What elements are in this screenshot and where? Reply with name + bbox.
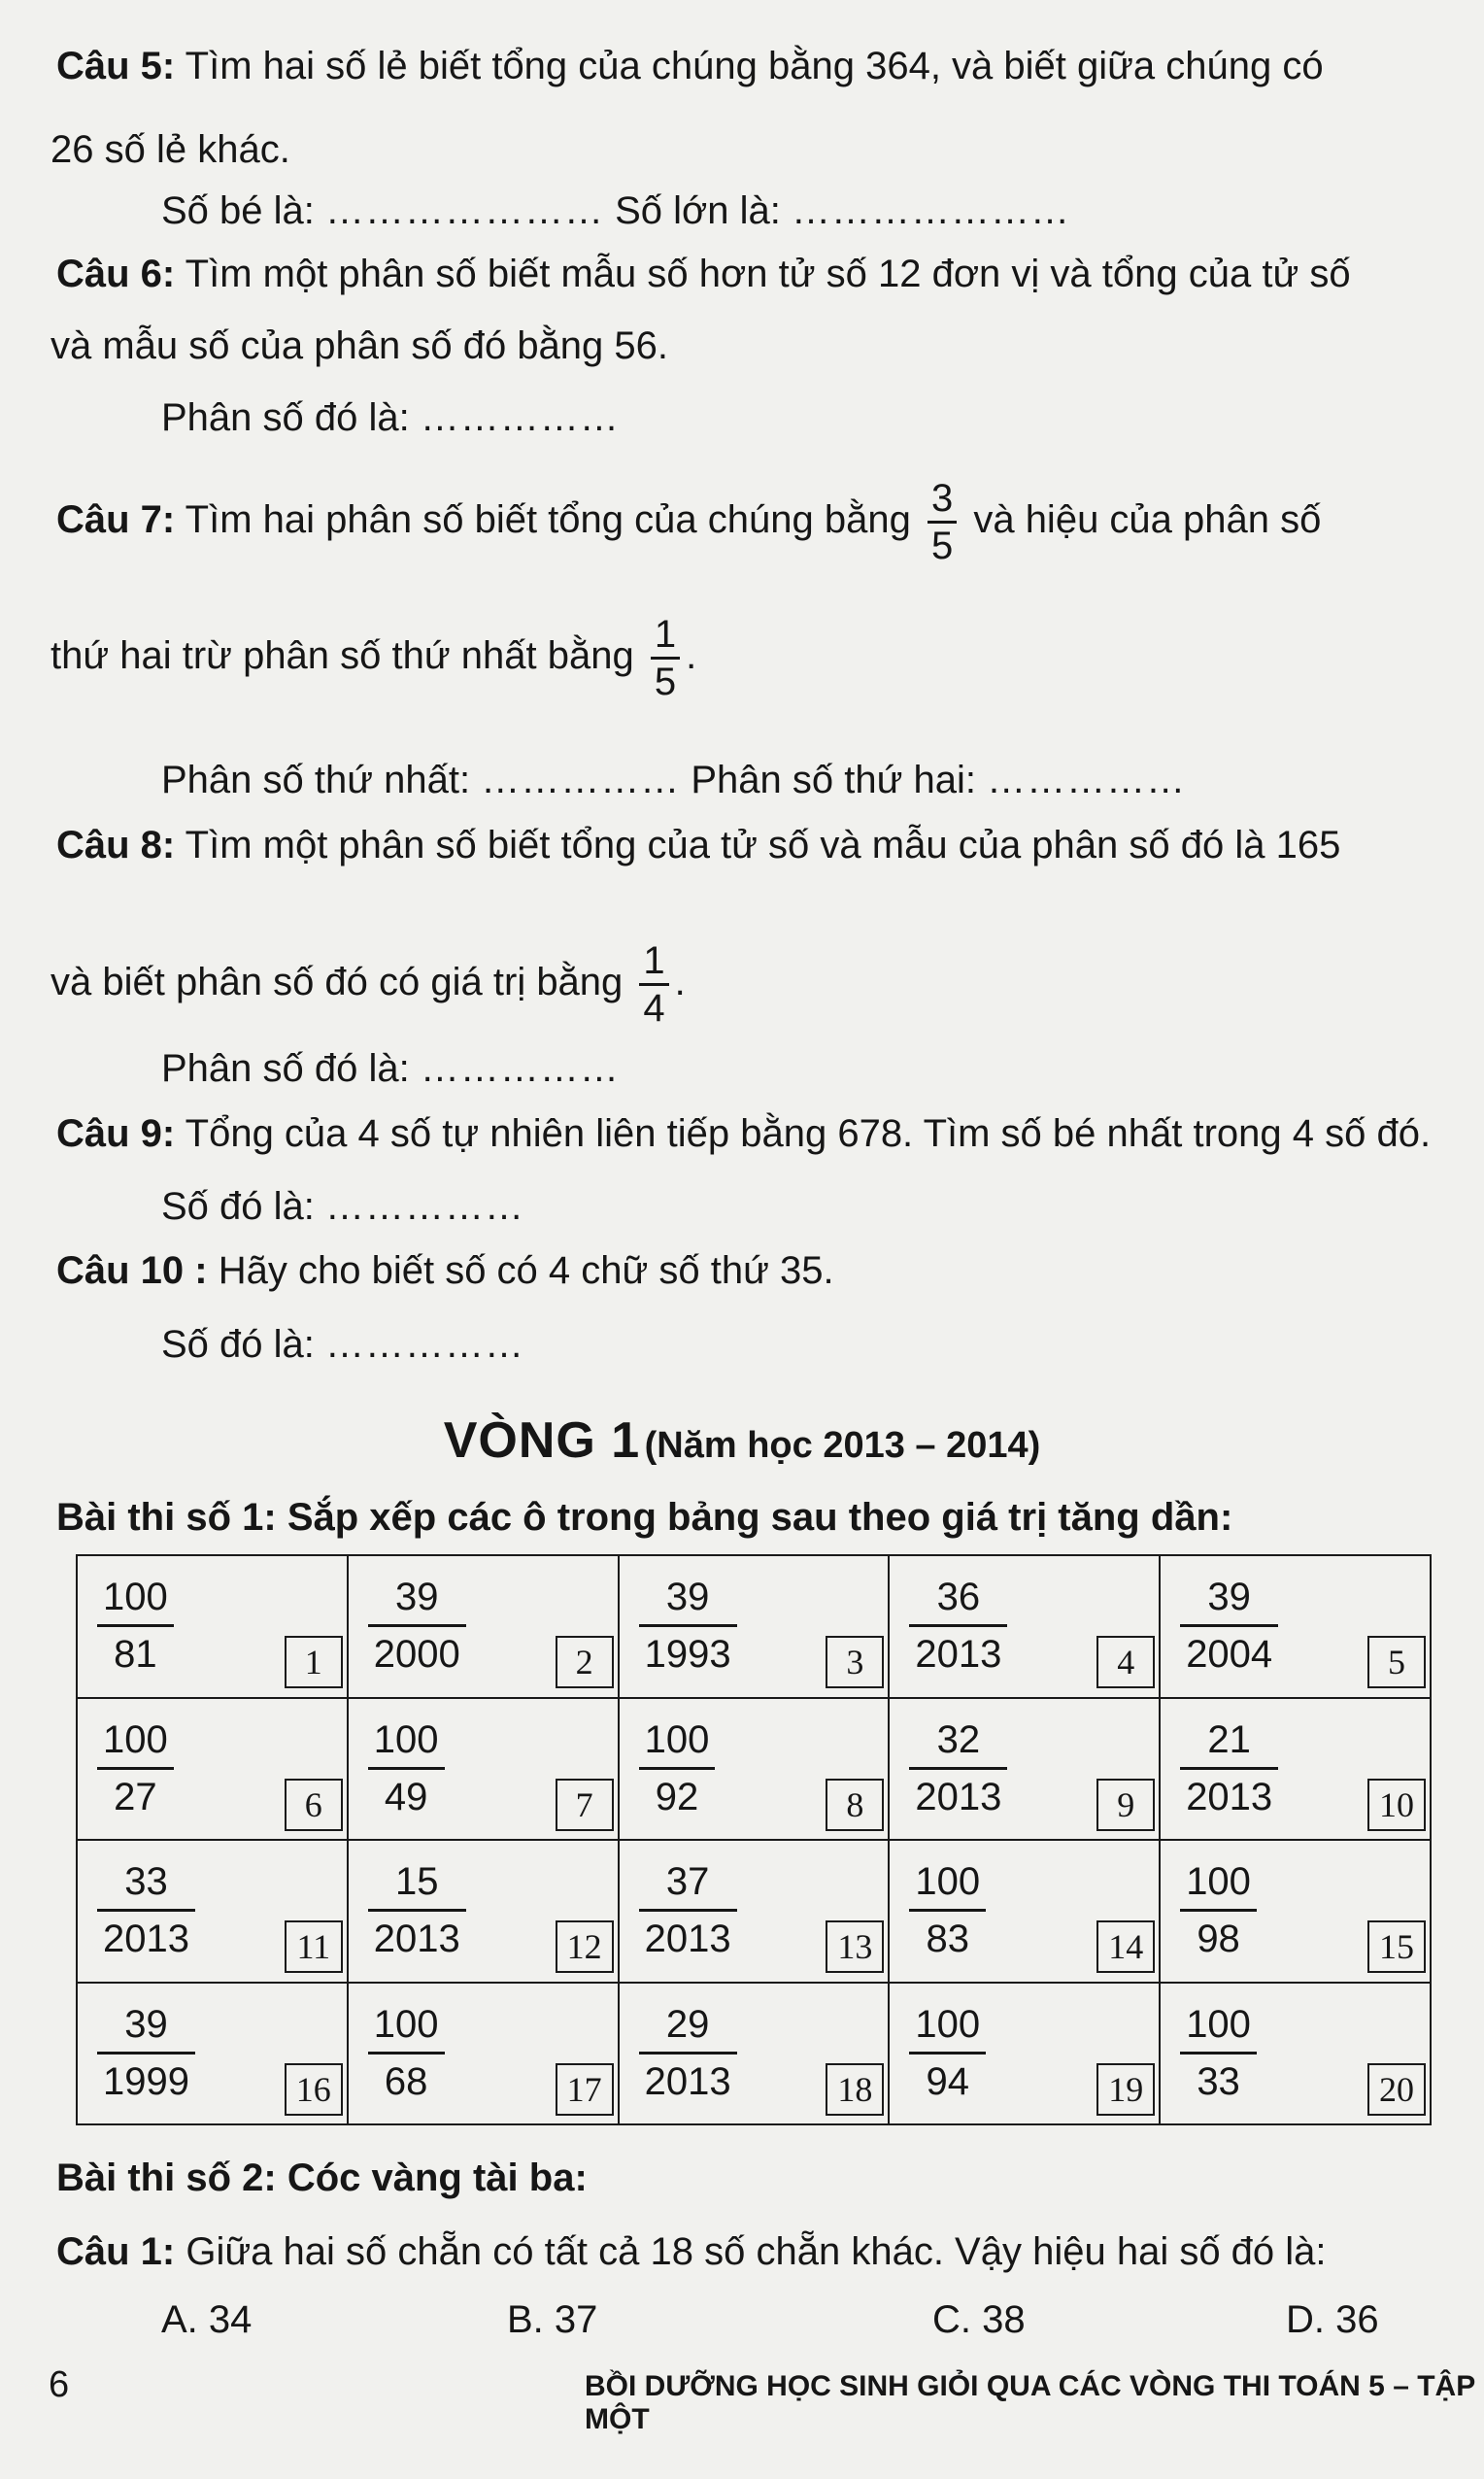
fraction-denominator: 92 [655,1775,699,1818]
cell-number-box: 18 [826,2063,884,2116]
q7-line1 [56,476,1321,568]
cell-number-box: 19 [1096,2063,1155,2116]
q5-text-cont: 26 số lẻ khác. [51,128,290,171]
cell-fraction [1180,1570,1278,1681]
q6-answer-label: Phân số đó là: [161,396,421,439]
fraction-denominator: 2013 [915,1633,1002,1677]
option-b[interactable]: B. 37 [507,2298,598,2341]
table-row [77,1840,1431,1983]
q5-large-label: Số lớn là: [604,189,793,232]
q5-text: Tìm hai số lẻ biết tổng của chúng bằng 364, và biết giữa chúng có [185,45,1324,87]
cell-fraction [909,1570,1007,1681]
table-cell[interactable] [348,1840,619,1983]
fraction-denominator: 2013 [644,1918,731,1961]
test2-q1-label: Câu 1: [56,2230,176,2273]
fraction-cell[interactable] [1161,1841,1430,1981]
table-cell[interactable] [77,1555,348,1698]
q8-period: . [674,961,686,1004]
fraction-cell[interactable] [78,1984,347,2123]
table-row [77,1983,1431,2125]
round-name: VÒNG 1 [443,1412,641,1469]
cell-fraction [909,1997,986,2109]
fraction-cell[interactable] [890,1984,1159,2123]
table-cell[interactable] [619,1983,890,2125]
fraction-numerator: 100 [915,2002,981,2046]
q7-fraction-diff [651,612,680,704]
q10-text: Hãy cho biết số có 4 chữ số thứ 35. [218,1249,834,1292]
fraction-cell[interactable] [620,1699,889,1839]
fraction-numerator: 1 [643,939,665,982]
q6-answer-line [161,394,620,441]
q9-line1 [56,1110,1431,1157]
q6-label: Câu 6: [56,253,176,295]
cell-fraction [368,1570,466,1681]
q9-answer-label: Số đó là: [161,1185,326,1228]
q9-answer-blank[interactable]: …………… [325,1185,525,1228]
table-cell[interactable] [348,1555,619,1698]
cell-fraction [368,1854,466,1966]
q10-label: Câu 10 : [56,1249,208,1292]
table-cell[interactable] [1160,1840,1431,1983]
fraction-denominator: 33 [1197,2059,1240,2103]
fraction-numerator: 39 [665,1576,710,1619]
test2-q1-line [56,2228,1327,2275]
fraction-denominator: 81 [114,1633,157,1677]
fraction-cell[interactable] [1161,1556,1430,1696]
fraction-cell[interactable] [78,1699,347,1839]
fraction-denominator: 1993 [644,1633,731,1677]
fraction-cell[interactable] [620,1556,889,1696]
q7-fraction-sum [928,476,957,568]
cell-fraction [97,1713,174,1824]
option-d[interactable]: D. 36 [1286,2298,1379,2341]
fraction-denominator: 2013 [103,1918,189,1961]
q6-text: Tìm một phân số biết mẫu số hơn tử số 12 đơn vị và tổng của tử số [185,253,1351,295]
table-cell[interactable] [77,1983,348,2125]
cell-fraction [97,1997,195,2109]
q8-answer-line [161,1045,620,1092]
cell-number-box: 20 [1367,2063,1426,2116]
fraction-denominator: 2013 [373,1918,460,1961]
q9-text: Tổng của 4 số tự nhiên liên tiếp bằng 678. Tìm số bé nhất trong 4 số đó. [185,1112,1432,1155]
table-cell[interactable] [1160,1698,1431,1841]
fraction-cell[interactable] [349,1556,618,1696]
fraction-numerator: 100 [373,2002,439,2046]
fraction-numerator: 100 [644,1717,710,1761]
fraction-denominator: 4 [643,987,665,1030]
fraction-cell[interactable] [349,1984,618,2123]
fraction-numerator: 100 [915,1860,981,1904]
table-row [77,1555,1431,1698]
fraction-numerator: 37 [665,1860,710,1904]
cell-number-box: 3 [826,1636,884,1688]
q6-line2 [51,323,668,369]
q7-first-label: Phân số thứ nhất: [161,759,482,801]
fraction-denominator: 27 [114,1775,157,1818]
q10-answer-label: Số đó là: [161,1323,326,1366]
fraction-cell[interactable] [620,1841,889,1981]
fraction-cell[interactable] [890,1699,1159,1839]
fraction-numerator: 100 [373,1717,439,1761]
cell-number-box: 11 [285,1920,343,1973]
cell-number-box: 7 [556,1779,614,1831]
q7-second-blank[interactable]: …………… [987,759,1187,801]
q8-answer-blank[interactable]: …………… [420,1047,620,1090]
fraction-denominator: 5 [654,661,677,703]
table-cell[interactable] [889,1698,1160,1841]
cell-fraction [909,1713,1007,1824]
q8-text: Tìm một phân số biết tổng của tử số và mẫu của phân số đó là 165 [185,824,1341,866]
cell-fraction [909,1854,986,1966]
table-cell[interactable] [348,1698,619,1841]
q6-answer-blank[interactable]: …………… [420,396,620,439]
q5-small-blank[interactable]: ………………… [325,189,605,232]
fraction-numerator: 100 [1186,2002,1251,2046]
fraction-cell[interactable] [890,1556,1159,1696]
option-a[interactable]: A. 34 [161,2298,253,2341]
fraction-numerator: 1 [654,613,677,656]
cell-fraction [639,1854,737,1966]
test2-q1-text: Giữa hai số chẵn có tất cả 18 số chẵn khác. Vậy hiệu hai số đó là: [186,2230,1327,2273]
fraction-numerator: 36 [936,1576,981,1619]
table-cell[interactable] [619,1698,890,1841]
fraction-numerator: 32 [936,1717,981,1761]
fraction-numerator: 100 [1186,1860,1251,1904]
cell-number-box: 6 [285,1779,343,1831]
cell-number-box: 14 [1096,1920,1155,1973]
page-number: 6 [49,2364,70,2405]
option-c[interactable]: C. 38 [932,2298,1026,2341]
cell-fraction [368,1713,445,1824]
round-year: (Năm học 2013 – 2014) [644,1425,1041,1466]
cell-number-box: 1 [285,1636,343,1688]
cell-number-box: 4 [1096,1636,1155,1688]
q7-first-blank[interactable]: …………… [481,759,681,801]
table-cell[interactable] [1160,1983,1431,2125]
cell-number-box: 15 [1367,1920,1426,1973]
q6-text-cont: và mẫu số của phân số đó bằng 56. [51,324,669,367]
q10-line1 [56,1247,834,1294]
fraction-cell[interactable] [78,1556,347,1696]
q7-period: . [686,634,697,678]
table-cell[interactable] [1160,1555,1431,1698]
q8-answer-label: Phân số đó là: [161,1047,421,1090]
q8-line2 [51,938,686,1031]
fraction-cell[interactable] [1161,1699,1430,1839]
fraction-numerator: 39 [124,2002,168,2046]
fraction-denominator: 1999 [103,2059,189,2103]
cell-fraction [1180,1997,1257,2109]
q7-second-label: Phân số thứ hai: [680,759,988,801]
cell-number-box: 10 [1367,1779,1426,1831]
fraction-numerator: 39 [1207,1576,1251,1619]
q7-answer-line [161,757,1186,803]
fraction-numerator: 21 [1207,1717,1251,1761]
fraction-denominator: 98 [1197,1918,1240,1961]
table-cell[interactable] [348,1983,619,2125]
q10-answer-line [161,1321,524,1368]
q6-line1 [56,251,1351,297]
table-cell[interactable] [619,1840,890,1983]
test1-heading: Bài thi số 1: Sắp xếp các ô trong bảng sau theo giá trị tăng dần: [56,1496,1233,1539]
cell-number-box: 9 [1096,1779,1155,1831]
q7-line2 [51,612,696,704]
cell-fraction [1180,1713,1278,1824]
fraction-cell[interactable] [620,1984,889,2123]
q7-text-b: và hiệu của phân số [973,498,1322,542]
fraction-denominator: 2013 [644,2059,731,2103]
table-cell[interactable] [77,1698,348,1841]
fraction-denominator: 49 [384,1775,428,1818]
fraction-numerator: 15 [395,1860,439,1904]
cell-number-box: 8 [826,1779,884,1831]
cell-number-box: 16 [285,2063,343,2116]
table-cell[interactable] [619,1555,890,1698]
table-cell[interactable] [77,1840,348,1983]
fraction-denominator: 68 [384,2059,428,2103]
cell-fraction [97,1570,174,1681]
fraction-numerator: 33 [124,1860,168,1904]
fraction-denominator: 83 [926,1918,970,1961]
q8-text-cont: và biết phân số đó có giá trị bằng [51,961,624,1004]
q8-line1 [56,822,1340,868]
fraction-cell[interactable] [349,1699,618,1839]
cell-fraction [639,1570,737,1681]
q5-line1 [56,43,1324,89]
table-cell[interactable] [889,1555,1160,1698]
fraction-numerator: 3 [930,477,954,520]
round-title [0,1411,1484,1470]
book-title: BỒI DƯỠNG HỌC SINH GIỎI QUA CÁC VÒNG THI TOÁN 5 – TẬP MỘT [585,2370,1475,2435]
cell-number-box: 13 [826,1920,884,1973]
cell-number-box: 17 [556,2063,614,2116]
cell-fraction [368,1997,445,2109]
cell-fraction [1180,1854,1257,1966]
q9-answer-line [161,1183,524,1230]
table-cell[interactable] [889,1840,1160,1983]
q10-answer-blank[interactable]: …………… [325,1323,525,1366]
q7-text: Tìm hai phân số biết tổng của chúng bằng [185,498,911,542]
fraction-numerator: 100 [103,1576,168,1619]
q8-fraction [639,938,668,1031]
fraction-denominator: 2000 [373,1633,460,1677]
fraction-cell[interactable] [349,1841,618,1981]
fraction-denominator: 2013 [1186,1775,1273,1818]
table-row [77,1698,1431,1841]
q5-answer-line [161,187,1070,234]
fraction-denominator: 5 [930,525,954,567]
q5-line2 [51,126,290,173]
fraction-numerator: 29 [665,2002,710,2046]
fraction-cell[interactable] [1161,1984,1430,2123]
fraction-table [76,1554,1432,2125]
fraction-numerator: 100 [103,1717,168,1761]
test2-heading: Bài thi số 2: Cóc vàng tài ba: [56,2156,588,2199]
q5-label: Câu 5: [56,45,176,87]
q5-large-blank[interactable]: ………………… [792,189,1071,232]
fraction-denominator: 2013 [915,1775,1002,1818]
cell-number-box: 5 [1367,1636,1426,1688]
fraction-denominator: 94 [926,2059,970,2103]
table-cell[interactable] [889,1983,1160,2125]
fraction-cell[interactable] [890,1841,1159,1981]
fraction-cell[interactable] [78,1841,347,1981]
cell-fraction [639,1997,737,2109]
q5-small-label: Số bé là: [161,189,326,232]
cell-number-box: 2 [556,1636,614,1688]
q8-label: Câu 8: [56,824,176,866]
cell-number-box: 12 [556,1920,614,1973]
cell-fraction [639,1713,716,1824]
fraction-numerator: 39 [395,1576,439,1619]
q7-label: Câu 7: [56,498,176,542]
q9-label: Câu 9: [56,1112,176,1155]
cell-fraction [97,1854,195,1966]
fraction-denominator: 2004 [1186,1633,1273,1677]
q7-text-cont: thứ hai trừ phân số thứ nhất bằng [51,634,634,678]
